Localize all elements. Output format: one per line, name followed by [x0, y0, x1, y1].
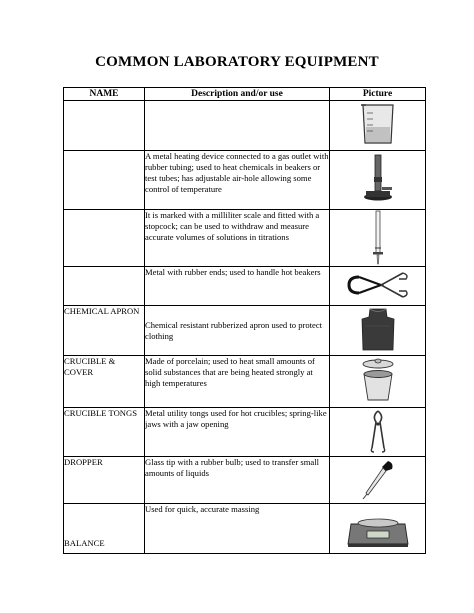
- table-row: [64, 457, 426, 504]
- equipment-description: Chemical resistant rubberized apron used to protect clothing: [145, 306, 330, 356]
- table-row: [64, 306, 426, 356]
- equipment-picture: [330, 267, 426, 306]
- equipment-name: [64, 151, 145, 210]
- header-name: NAME: [64, 88, 145, 101]
- table-row: [64, 504, 426, 554]
- header-picture: Picture: [330, 88, 426, 101]
- equipment-name: CRUCIBLE & COVER: [64, 356, 145, 408]
- crucible-icon: [356, 356, 400, 404]
- burette-icon: [368, 210, 388, 266]
- table-row: [64, 408, 426, 457]
- equipment-name: [64, 210, 145, 267]
- table-header-row: [64, 88, 426, 101]
- equipment-picture: [330, 151, 426, 210]
- balance-icon: [345, 504, 411, 550]
- equipment-picture: [330, 210, 426, 267]
- equipment-name: CRUCIBLE TONGS: [64, 408, 145, 457]
- page-title: COMMON LABORATORY EQUIPMENT: [95, 54, 379, 70]
- equipment-name: CHEMICAL APRON: [64, 306, 145, 356]
- equipment-description: A metal heating device connected to a gas outlet with rubber tubing; used to heat chemicals in beakers or test tubes; has adjustable air-hole allowing some control of temperature: [145, 151, 330, 210]
- table-row: [64, 101, 426, 151]
- equipment-name: [64, 267, 145, 306]
- table-row: [64, 356, 426, 408]
- equipment-description: Metal with rubber ends; used to handle hot beakers: [145, 267, 330, 306]
- equipment-name: DROPPER: [64, 457, 145, 504]
- equipment-picture: [330, 356, 426, 408]
- equipment-name: [64, 101, 145, 151]
- equipment-picture: [330, 457, 426, 504]
- equipment-picture: [330, 101, 426, 151]
- equipment-picture: [330, 306, 426, 356]
- equipment-name: BALANCE: [64, 504, 145, 554]
- table-row: [64, 151, 426, 210]
- equipment-description: Made of porcelain; used to heat small amounts of solid substances that are being heated strongly at high temperatures: [145, 356, 330, 408]
- table-row: [64, 267, 426, 306]
- beaker-tongs-icon: [343, 267, 413, 303]
- equipment-description: Used for quick, accurate massing: [145, 504, 330, 554]
- equipment-description: Glass tip with a rubber bulb; used to transfer small amounts of liquids: [145, 457, 330, 504]
- apron-icon: [358, 306, 398, 352]
- dropper-icon: [358, 457, 398, 501]
- equipment-description: [145, 101, 330, 151]
- beaker-icon: [353, 101, 403, 147]
- equipment-description: Metal utility tongs used for hot crucibles; spring-like jaws with a jaw opening: [145, 408, 330, 457]
- equipment-description: It is marked with a milliliter scale and fitted with a stopcock; can be used to withdraw and measure accurate volumes of solutions in titrations: [145, 210, 330, 267]
- equipment-picture: [330, 408, 426, 457]
- crucible-tongs-icon: [348, 408, 408, 454]
- table-row: [64, 210, 426, 267]
- header-description: Description and/or use: [145, 88, 330, 101]
- equipment-picture: [330, 504, 426, 554]
- equipment-table: [63, 87, 426, 554]
- bunsen-burner-icon: [358, 151, 398, 206]
